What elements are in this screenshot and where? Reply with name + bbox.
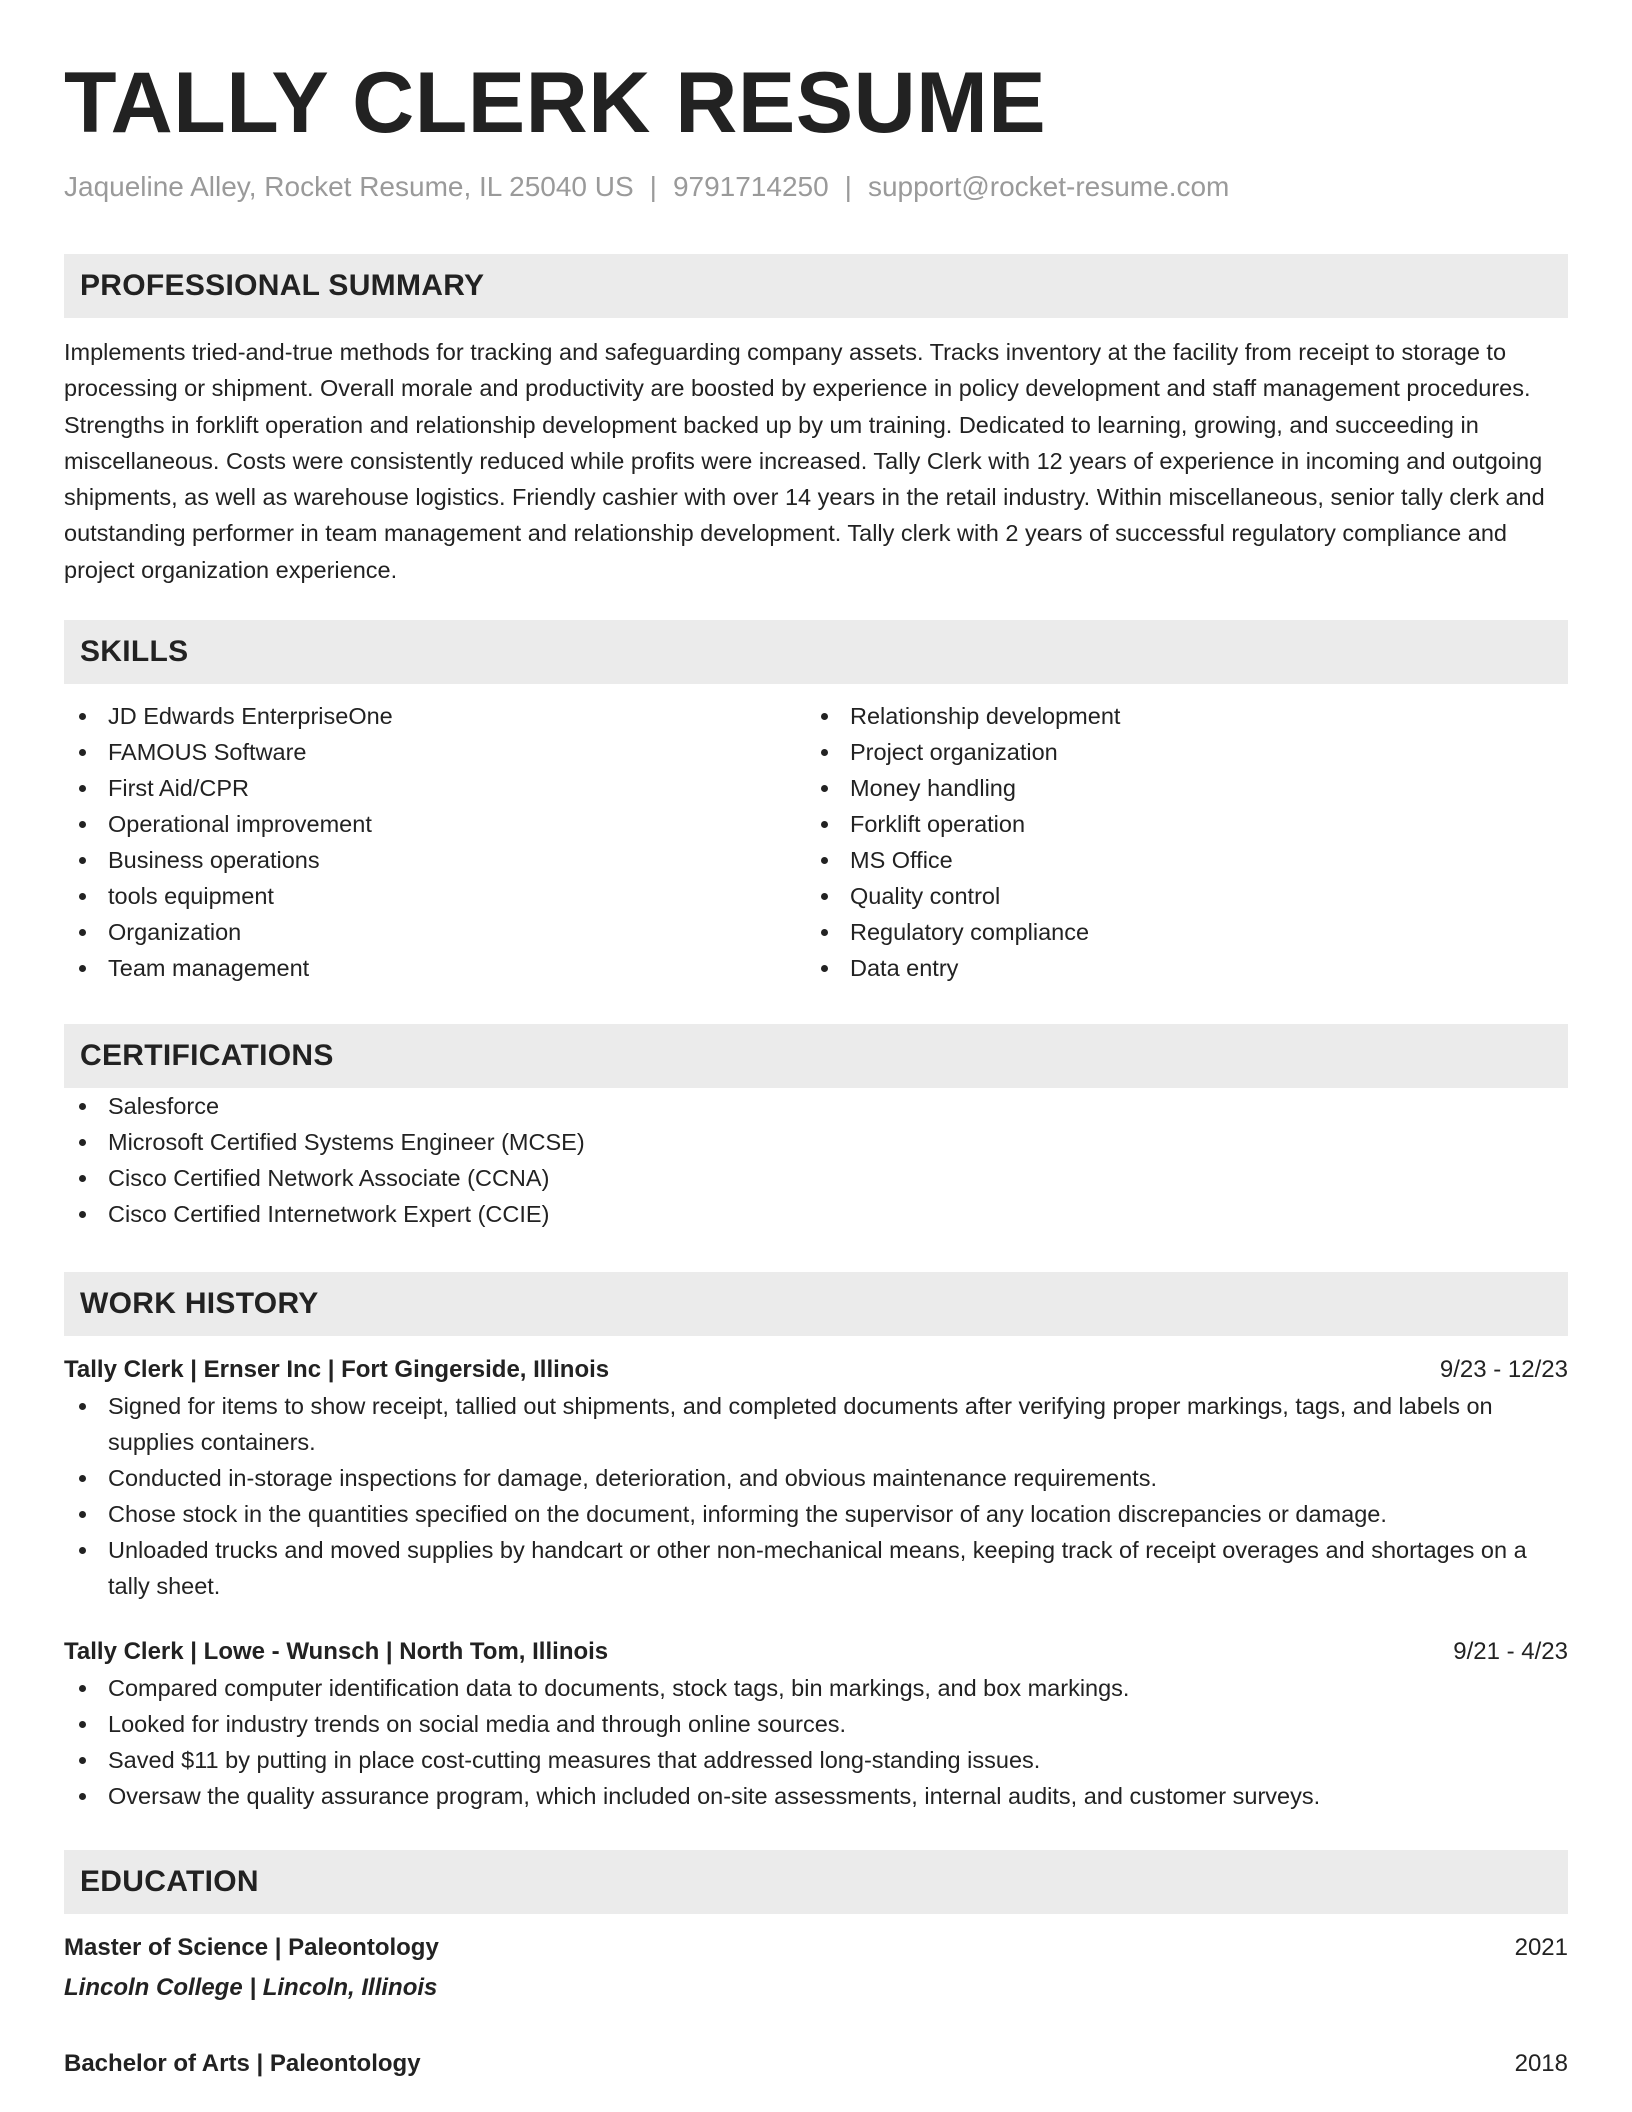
job-bullet-list xyxy=(64,1388,1568,1604)
skill-item: Operational improvement xyxy=(64,806,806,842)
certification-item: Microsoft Certified Systems Engineer (MCSE) xyxy=(64,1124,1568,1160)
skill-item: FAMOUS Software xyxy=(64,734,806,770)
education-year: 2018 xyxy=(1514,2050,1568,2078)
job-entry xyxy=(64,1634,1568,1814)
skill-item: JD Edwards EnterpriseOne xyxy=(64,698,806,734)
skills-column-right xyxy=(806,698,1548,986)
resume-title: TALLY CLERK RESUME xyxy=(64,55,1047,151)
section-header-education: EDUCATION xyxy=(64,1850,1568,1914)
job-bullet: Conducted in-storage inspections for damage, deterioration, and obvious maintenance requirements. xyxy=(64,1460,1568,1496)
skills-list-left xyxy=(64,698,806,986)
education-header xyxy=(64,2046,1568,2082)
skill-item: First Aid/CPR xyxy=(64,770,806,806)
job-bullet: Saved $11 by putting in place cost-cutting measures that addressed long-standing issues. xyxy=(64,1742,1568,1778)
education-degree: Master of Science | Paleontology xyxy=(64,1934,439,1962)
skill-item: Relationship development xyxy=(806,698,1548,734)
skill-item: Regulatory compliance xyxy=(806,914,1548,950)
job-bullet-list xyxy=(64,1670,1568,1814)
contact-separator: | xyxy=(649,171,657,202)
education-degree: Bachelor of Arts | Paleontology xyxy=(64,2050,421,2078)
contact-phone: 9791714250 xyxy=(672,171,829,202)
skills-list-right xyxy=(806,698,1548,986)
skill-item: Data entry xyxy=(806,950,1548,986)
contact-email[interactable]: support@rocket-resume.com xyxy=(867,171,1230,202)
job-title: Tally Clerk | Ernser Inc | Fort Gingerside, Illinois xyxy=(64,1356,610,1384)
certification-item: Salesforce xyxy=(64,1088,1568,1124)
job-entry xyxy=(64,1352,1568,1604)
job-header xyxy=(64,1634,1568,1670)
education-school: Lincoln College | Lincoln, Illinois xyxy=(64,1974,438,2002)
education-entry xyxy=(64,1930,1568,2006)
job-bullet: Unloaded trucks and moved supplies by handcart or other non-mechanical means, keeping track of receipt overages and shortages on a tally sheet. xyxy=(64,1532,1568,1604)
job-bullet: Oversaw the quality assurance program, which included on-site assessments, internal audits, and customer surveys. xyxy=(64,1778,1568,1814)
skill-item: MS Office xyxy=(806,842,1548,878)
skills-columns xyxy=(64,698,1568,986)
job-dates: 9/21 - 4/23 xyxy=(1453,1638,1568,1666)
skill-item: tools equipment xyxy=(64,878,806,914)
contact-line xyxy=(64,170,1568,204)
summary-text: Implements tried-and-true methods for tracking and safeguarding company assets. Tracks inventory at the facility from receipt to storage to processing or shipment. Overall morale and productivity are boosted by experience in policy development and staff management procedures. Strengths in forklift operation and relationship development backed up by um training. Dedicated to learning, growing, and succeeding in miscellaneous. Costs were consistently reduced while profits were increased. Tally Clerk with 12 years of experience in incoming and outgoing shipments, as well as warehouse logistics. Friendly cashier with over 14 years in the retail industry. Within miscellaneous, senior tally clerk and outstanding performer in team management and relationship development. Tally clerk with 2 years of successful regulatory compliance and project organization experience. xyxy=(64,339,1545,583)
job-title: Tally Clerk | Lowe - Wunsch | North Tom, Illinois xyxy=(64,1638,609,1666)
section-header-skills: SKILLS xyxy=(64,620,1568,684)
skill-item: Money handling xyxy=(806,770,1548,806)
certifications-list xyxy=(64,1088,1568,1232)
job-bullet: Signed for items to show receipt, tallied out shipments, and completed documents after verifying proper markings, tags, and labels on supplies containers. xyxy=(64,1388,1568,1460)
job-bullet: Looked for industry trends on social media and through online sources. xyxy=(64,1706,1568,1742)
job-bullet: Compared computer identification data to documents, stock tags, bin markings, and box markings. xyxy=(64,1670,1568,1706)
section-header-certifications: CERTIFICATIONS xyxy=(64,1024,1568,1088)
skill-item: Quality control xyxy=(806,878,1548,914)
education-entry xyxy=(64,2046,1568,2082)
contact-address: Jaqueline Alley, Rocket Resume, IL 25040 US xyxy=(64,171,634,202)
education-year: 2021 xyxy=(1514,1934,1568,1962)
skill-item: Forklift operation xyxy=(806,806,1548,842)
skills-column-left xyxy=(64,698,806,986)
contact-separator: | xyxy=(844,171,852,202)
resume-page xyxy=(64,0,1568,2082)
job-header xyxy=(64,1352,1568,1388)
job-bullet: Chose stock in the quantities specified on the document, informing the supervisor of any location discrepancies or damage. xyxy=(64,1496,1568,1532)
section-header-work-history: WORK HISTORY xyxy=(64,1272,1568,1336)
education-header xyxy=(64,1930,1568,1966)
job-dates: 9/23 - 12/23 xyxy=(1439,1356,1568,1384)
skill-item: Organization xyxy=(64,914,806,950)
section-header-summary: PROFESSIONAL SUMMARY xyxy=(64,254,1568,318)
skill-item: Team management xyxy=(64,950,806,986)
skill-item: Business operations xyxy=(64,842,806,878)
skill-item: Project organization xyxy=(806,734,1548,770)
certification-item: Cisco Certified Network Associate (CCNA) xyxy=(64,1160,1568,1196)
certification-item: Cisco Certified Internetwork Expert (CCIE) xyxy=(64,1196,1568,1232)
